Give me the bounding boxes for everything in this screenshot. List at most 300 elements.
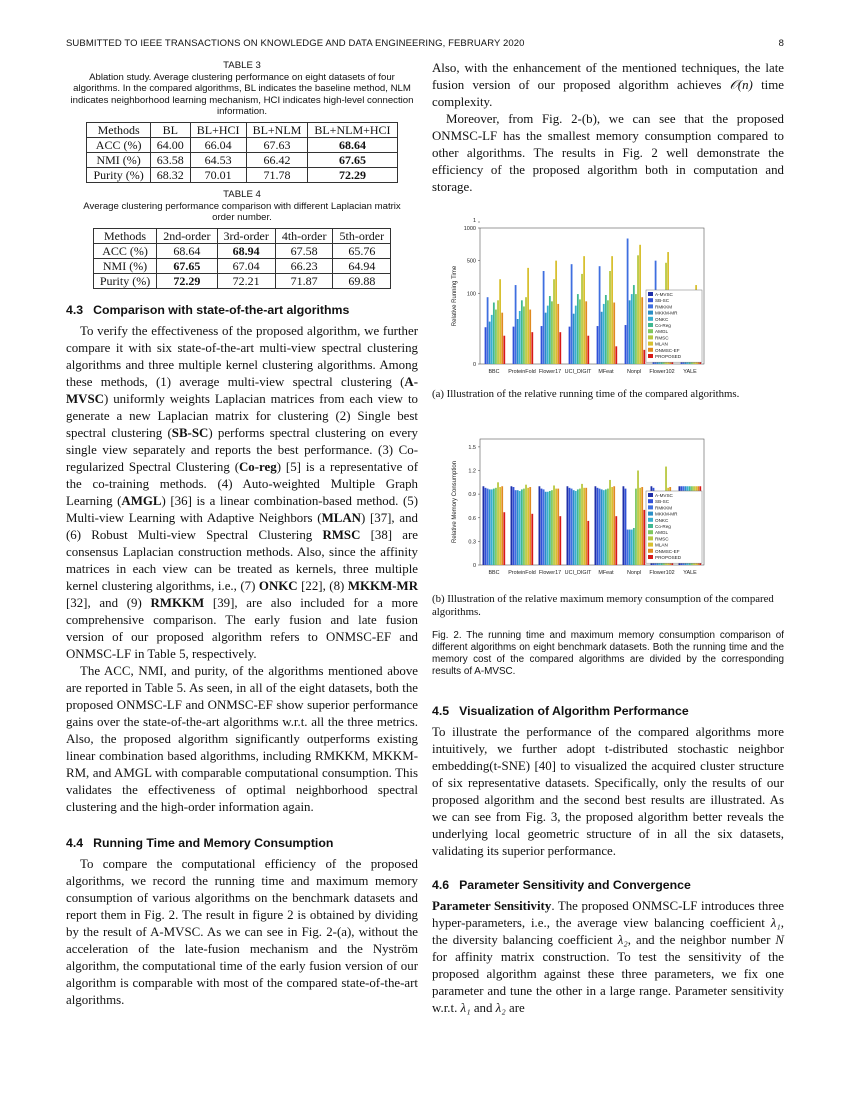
bar bbox=[639, 245, 641, 364]
text-run: , and the neighbor number bbox=[627, 933, 776, 948]
bar bbox=[555, 488, 557, 564]
y-tick-label: 0 bbox=[472, 362, 476, 368]
table-cell: Purity (%) bbox=[87, 167, 150, 182]
text-run: are bbox=[505, 1001, 525, 1016]
bar bbox=[555, 261, 557, 364]
legend-label: MKKM-MR bbox=[655, 310, 678, 316]
x-tick-label: Nonpl bbox=[626, 569, 642, 576]
table-header-cell: BL+HCI bbox=[190, 122, 246, 137]
section-heading-4-4 bbox=[66, 836, 418, 850]
x-tick-label: YALE bbox=[683, 569, 697, 576]
bar bbox=[489, 322, 491, 364]
bar bbox=[543, 271, 545, 364]
section-title: Parameter Sensitivity and Convergence bbox=[459, 878, 691, 893]
fig2b-caption: (b) Illustration of the relative maximum memory consumption of the compared algorithms. bbox=[432, 592, 774, 618]
bar bbox=[489, 489, 491, 565]
bold-term: A-MVSC bbox=[66, 374, 418, 406]
legend-label: AMGL bbox=[655, 529, 669, 535]
legend-label: RMSC bbox=[655, 335, 669, 341]
table-header-row bbox=[87, 122, 397, 137]
bar bbox=[559, 516, 561, 565]
legend-label: ONKC bbox=[655, 316, 669, 322]
bar bbox=[639, 488, 641, 565]
memory-chart bbox=[432, 433, 784, 583]
x-tick-label: Flower17 bbox=[538, 569, 562, 576]
bar bbox=[625, 488, 627, 564]
paragraph bbox=[432, 898, 784, 1017]
table-row bbox=[93, 243, 390, 258]
y-tick-label: 1000 bbox=[463, 226, 476, 232]
bar bbox=[493, 488, 495, 564]
table-header-cell: 4th-order bbox=[275, 228, 333, 243]
x-tick-label: YALE bbox=[683, 369, 697, 375]
bar bbox=[637, 470, 639, 565]
bar bbox=[613, 303, 615, 364]
x-tick-label: Flower17 bbox=[538, 369, 562, 375]
table-cell: 65.76 bbox=[333, 243, 391, 258]
table-row bbox=[93, 273, 390, 288]
paragraph: Moreover, from Fig. 2-(b), we can see that the proposed ONMSC-LF has the smallest memory consumption compared to other algorithms. The results in Fig. 2 well demonstrate the efficiency of the proposed algorithm both in computation and storage. bbox=[432, 112, 784, 194]
bar bbox=[623, 486, 625, 565]
text-run: time complexity. bbox=[432, 78, 784, 109]
legend-swatch bbox=[648, 323, 653, 327]
legend-swatch bbox=[648, 536, 653, 540]
bar bbox=[633, 528, 635, 565]
bar bbox=[497, 300, 499, 364]
bar bbox=[493, 303, 495, 364]
table4 bbox=[93, 228, 391, 289]
bold-term: MKKM-MR bbox=[347, 578, 419, 593]
text-run: . The proposed ONMSC-LF introduces three hyper-parameters, i.e., the average view balancing coefficient bbox=[432, 899, 785, 931]
bar bbox=[611, 487, 613, 565]
bar bbox=[635, 488, 637, 564]
bar bbox=[605, 295, 607, 364]
legend-label: RMKKM bbox=[655, 304, 673, 310]
bar bbox=[567, 486, 569, 565]
bar bbox=[603, 304, 605, 364]
bar bbox=[607, 300, 609, 364]
text-run: ) performs spectral clustering on every single view separately and reports the best performance. (3) Co-regularized Spectral Clustering ( bbox=[66, 425, 418, 474]
bar bbox=[523, 306, 525, 364]
bar bbox=[545, 492, 547, 565]
table-cell-best: 68.64 bbox=[308, 137, 397, 152]
y-tick-label: 1.2 bbox=[468, 468, 476, 475]
legend-swatch bbox=[648, 292, 653, 296]
y-axis-label: Relative Memory Consumption bbox=[452, 460, 458, 543]
bar bbox=[551, 301, 553, 364]
bar bbox=[487, 297, 489, 364]
section-number: 4.3 bbox=[66, 302, 84, 317]
table-header-cell: BL+NLM bbox=[246, 122, 308, 137]
bar bbox=[547, 306, 549, 364]
legend-label: MKKM-MR bbox=[655, 511, 678, 517]
legend-label: AMGL bbox=[655, 329, 669, 335]
legend-swatch bbox=[648, 542, 653, 546]
text-run: ) [36] is a linear combination-based method. (5) Multi-view Learning with Adaptive Neighbors ( bbox=[66, 493, 418, 525]
bar bbox=[585, 301, 587, 364]
legend-swatch bbox=[648, 505, 653, 509]
bar bbox=[529, 487, 531, 565]
y-tick-label: 500 bbox=[466, 258, 476, 265]
bar bbox=[575, 306, 577, 364]
header-title: SUBMITTED TO IEEE TRANSACTIONS ON KNOWLEDGE AND DATA ENGINEERING, FEBRUARY 2020 bbox=[66, 38, 525, 49]
bar bbox=[611, 256, 613, 364]
table3-label: TABLE 3 bbox=[223, 60, 261, 71]
legend-swatch bbox=[648, 493, 653, 497]
text-run: ) [37], and (6) Robust Multi-view Spectral Clustering bbox=[66, 510, 418, 542]
bar bbox=[615, 346, 617, 364]
y-axis-label: Relative Running Time bbox=[452, 265, 458, 327]
table-header-cell: 3rd-order bbox=[217, 228, 275, 243]
bar bbox=[597, 326, 599, 364]
bar bbox=[587, 336, 589, 364]
bar bbox=[629, 300, 631, 364]
legend-label: Co-Reg bbox=[655, 523, 671, 529]
bar bbox=[551, 490, 553, 565]
bar bbox=[627, 529, 629, 564]
bold-term: ONKC bbox=[258, 578, 298, 593]
table3 bbox=[86, 122, 397, 183]
table-header-cell: BL+NLM+HCI bbox=[308, 122, 397, 137]
bar bbox=[495, 310, 497, 364]
legend-swatch bbox=[648, 354, 653, 358]
y-tick-label: 100 bbox=[466, 291, 476, 298]
text-run: for affinity matrix construction. To test the sensitivity of the proposed algorithm against these three parameters, we fix one parameter and tune the other in a large range. Parameter sensitivity w.r.t. bbox=[432, 950, 784, 1016]
bar bbox=[573, 314, 575, 364]
bar bbox=[573, 490, 575, 565]
math-symbol: λ₂ bbox=[617, 933, 628, 948]
legend-label: ONMSC-EF bbox=[655, 347, 680, 353]
bar bbox=[559, 332, 561, 364]
table4-label: TABLE 4 bbox=[223, 188, 261, 200]
section-number: 4.6 bbox=[432, 878, 450, 893]
bar bbox=[613, 486, 615, 565]
table-header-cell: BL bbox=[150, 122, 190, 137]
table4-caption: Average clustering performance comparison with different Laplacian matrix order number. bbox=[83, 200, 401, 224]
bar bbox=[485, 488, 487, 565]
bar bbox=[541, 488, 543, 564]
table-cell: 71.87 bbox=[275, 273, 333, 288]
table-cell: 64.94 bbox=[333, 258, 391, 273]
math-expression: 𝒪(n) bbox=[729, 78, 753, 92]
legend-label: SB-SC bbox=[655, 498, 670, 504]
bar bbox=[547, 492, 549, 565]
legend-swatch bbox=[648, 499, 653, 503]
text-run: To verify the effectiveness of the proposed algorithm, we further compare it with six state-of-the-art multi-view spectral clustering algorithms and three multiple kernel clustering algorithms. Among these methods, (1) average multi-view spectral clustering ( bbox=[66, 323, 418, 389]
legend-swatch bbox=[648, 555, 653, 559]
bar bbox=[599, 488, 601, 564]
legend-swatch bbox=[648, 511, 653, 515]
legend-swatch bbox=[648, 329, 653, 333]
bar bbox=[513, 327, 515, 364]
text-run: ) [5] is a representative of the co-training methods. (4) Auto-weighted Multiple Graph Learning ( bbox=[66, 459, 418, 508]
section-title: Visualization of Algorithm Performance bbox=[459, 704, 689, 719]
bar bbox=[633, 285, 635, 364]
legend-label: A-MVSC bbox=[655, 292, 673, 297]
bar bbox=[579, 488, 581, 564]
section-number: 4.4 bbox=[66, 835, 84, 850]
table-cell: ACC (%) bbox=[93, 243, 156, 258]
bar bbox=[525, 484, 527, 564]
table-cell: 64.00 bbox=[150, 137, 190, 152]
bar bbox=[491, 315, 493, 364]
bold-term: RMKKM bbox=[150, 595, 205, 610]
table-cell: 67.63 bbox=[246, 137, 308, 152]
x-tick-label: Flower102 bbox=[649, 569, 675, 576]
text-run: [38] are consensus Laplacian construction methods. Also, since the affinity matrices in each view can be treated as kernels, three multiple kernel clustering algorithms, i.e., (7) bbox=[66, 527, 418, 593]
legend-swatch bbox=[648, 530, 653, 534]
table-cell: 70.01 bbox=[190, 167, 246, 182]
math-symbol: N bbox=[775, 933, 784, 948]
bar bbox=[545, 313, 547, 364]
bar bbox=[521, 489, 523, 565]
bold-term: RMSC bbox=[322, 527, 361, 542]
x-tick-label: Flower102 bbox=[649, 369, 675, 375]
bar bbox=[501, 486, 503, 565]
legend-swatch bbox=[648, 317, 653, 321]
bar bbox=[499, 487, 501, 565]
legend-label: RMKKM bbox=[655, 505, 673, 511]
bar bbox=[503, 336, 505, 364]
bar bbox=[605, 489, 607, 565]
bar bbox=[543, 489, 545, 565]
bar bbox=[515, 285, 517, 364]
section-number: 4.5 bbox=[432, 704, 450, 719]
table-cell: 72.21 bbox=[217, 273, 275, 288]
x-tick-label: ProteinFold bbox=[508, 569, 536, 576]
table-cell: 64.53 bbox=[190, 152, 246, 167]
bar bbox=[487, 488, 489, 564]
table-cell: ACC (%) bbox=[87, 137, 150, 152]
table-row bbox=[87, 167, 397, 182]
bar bbox=[495, 488, 497, 565]
bar bbox=[521, 300, 523, 364]
table-header-row bbox=[93, 228, 390, 243]
table-row bbox=[87, 152, 397, 167]
x-tick-label: UCI_DIGIT bbox=[564, 369, 592, 375]
y-tick-label: 0.9 bbox=[468, 491, 476, 498]
legend-swatch bbox=[648, 549, 653, 553]
table-cell: 66.42 bbox=[246, 152, 308, 167]
table-cell: 66.23 bbox=[275, 258, 333, 273]
bold-term: MLAN bbox=[321, 510, 361, 525]
text-run: ) uniformly weights Laplacian matrices from each view to generate a new Laplacian matrix for clustering (2) Single best spectral clustering ( bbox=[66, 391, 418, 440]
bold-term: Parameter Sensitivity bbox=[432, 899, 552, 914]
bar bbox=[581, 484, 583, 565]
fig2a-caption: (a) Illustration of the relative running time of the compared algorithms. bbox=[432, 388, 740, 400]
table-header-cell: 5th-order bbox=[333, 228, 391, 243]
bar bbox=[501, 313, 503, 364]
x-tick-label: UCI_DIGIT bbox=[564, 569, 592, 576]
section-heading-4-3 bbox=[66, 303, 418, 317]
table-cell: 68.64 bbox=[157, 243, 217, 258]
x-tick-label: BBC bbox=[488, 569, 500, 576]
bar bbox=[519, 311, 521, 364]
bar bbox=[609, 480, 611, 565]
table-cell-best: 67.65 bbox=[308, 152, 397, 167]
bar bbox=[557, 304, 559, 364]
table-header-cell: Methods bbox=[93, 228, 156, 243]
table-header-cell: 2nd-order bbox=[157, 228, 217, 243]
table-cell: 68.32 bbox=[150, 167, 190, 182]
legend-label: A-MVSC bbox=[655, 492, 673, 498]
section-heading-4-6 bbox=[432, 878, 784, 892]
bar bbox=[583, 488, 585, 565]
legend-swatch bbox=[648, 335, 653, 339]
bar bbox=[571, 264, 573, 364]
bar bbox=[643, 510, 645, 565]
bold-term: SB-SC bbox=[171, 425, 209, 440]
bar bbox=[615, 516, 617, 565]
bar bbox=[539, 486, 541, 565]
bar bbox=[517, 319, 519, 364]
bar bbox=[587, 521, 589, 565]
bar bbox=[631, 529, 633, 564]
table-cell: 67.04 bbox=[217, 258, 275, 273]
running-header bbox=[66, 38, 784, 49]
table-cell: 69.88 bbox=[333, 273, 391, 288]
bar bbox=[609, 271, 611, 364]
legend-label: PROPOSED bbox=[655, 354, 682, 359]
x-tick-label: ProteinFold bbox=[508, 369, 536, 375]
bar bbox=[513, 487, 515, 565]
bar bbox=[603, 490, 605, 565]
section-title: Running Time and Memory Consumption bbox=[93, 835, 334, 850]
bar bbox=[579, 299, 581, 364]
bar bbox=[595, 486, 597, 565]
table-cell-best: 68.94 bbox=[217, 243, 275, 258]
legend-swatch bbox=[648, 304, 653, 308]
bar bbox=[607, 488, 609, 564]
bar bbox=[485, 327, 487, 364]
bar bbox=[497, 482, 499, 565]
bar bbox=[531, 514, 533, 565]
paragraph: To illustrate the performance of the compared algorithms more intuitively, we further adopt t-distributed stochastic neighbor embedding(t-SNE) [40] to visualized the acquired cluster structure of six representative datasets. Specifically, only the results of our proposed algorithm and the second best results are illustrated. As we can see from Fig. 3, the proposed algorithm better reveals the underlying local geometric structure of in all the six datasets, validating its superior performance. bbox=[432, 725, 784, 859]
fig2-caption: Fig. 2. The running time and maximum memory consumption comparison of different algorithms on eight benchmark datasets. Both the running time and the memory cost of the compared algorithms are divided by the corresponding results of A-MVSC. bbox=[432, 630, 784, 678]
bar bbox=[527, 488, 529, 565]
bar bbox=[631, 294, 633, 364]
bar bbox=[643, 350, 645, 364]
section-heading-4-5 bbox=[432, 704, 784, 718]
bar bbox=[499, 279, 501, 364]
legend-swatch bbox=[648, 298, 653, 302]
math-symbol: λ₁ bbox=[770, 916, 781, 931]
bar bbox=[627, 239, 629, 364]
bar bbox=[581, 274, 583, 364]
bar bbox=[577, 294, 579, 364]
bar bbox=[569, 327, 571, 364]
bar bbox=[525, 297, 527, 364]
right-column bbox=[432, 60, 784, 1017]
legend-swatch bbox=[648, 518, 653, 522]
bar bbox=[601, 489, 603, 565]
legend-label: SB-SC bbox=[655, 298, 670, 304]
bar bbox=[515, 490, 517, 565]
y-tick-label: 1.5 bbox=[468, 444, 476, 451]
text-run: [22], (8) bbox=[297, 578, 348, 593]
bar bbox=[531, 332, 533, 364]
legend-label: RMSC bbox=[655, 536, 669, 542]
x-tick-label: MFeat bbox=[598, 369, 614, 375]
bar bbox=[527, 268, 529, 364]
table-cell: 71.78 bbox=[246, 167, 308, 182]
bar bbox=[519, 491, 521, 565]
table-cell: 66.04 bbox=[190, 137, 246, 152]
y-tick-label: 1 bbox=[472, 218, 476, 224]
math-symbol: λ₂ bbox=[495, 1001, 506, 1016]
bar bbox=[571, 488, 573, 564]
text-run: Also, with the enhancement of the mentioned techniques, the late fusion version of our proposed algorithm achieves bbox=[432, 61, 784, 92]
left-column bbox=[66, 60, 418, 1009]
y-tick-label: 0.6 bbox=[468, 515, 476, 522]
section-title: Comparison with state-of-the-art algorithms bbox=[93, 302, 350, 317]
table-cell: NMI (%) bbox=[93, 258, 156, 273]
math-symbol: λ₁ bbox=[460, 1001, 471, 1016]
text-run: [32], and (9) bbox=[66, 595, 151, 610]
bar bbox=[637, 255, 639, 364]
bar bbox=[575, 491, 577, 565]
bar bbox=[511, 486, 513, 565]
legend-label: MLAN bbox=[655, 542, 668, 548]
bold-term: Co-reg bbox=[238, 459, 277, 474]
table-cell: 67.58 bbox=[275, 243, 333, 258]
table-cell-best: 72.29 bbox=[308, 167, 397, 182]
legend-label: Co-Reg bbox=[655, 323, 671, 328]
page-number: 8 bbox=[778, 38, 784, 49]
x-tick-label: Nonpl bbox=[626, 369, 642, 375]
table-cell: 63.58 bbox=[150, 152, 190, 167]
bar bbox=[601, 312, 603, 364]
legend-swatch bbox=[648, 311, 653, 315]
bar bbox=[641, 487, 643, 565]
table-cell: Purity (%) bbox=[93, 273, 156, 288]
legend-label: PROPOSED bbox=[655, 554, 682, 560]
legend-label: ONKC bbox=[655, 517, 669, 523]
bold-term: AMGL bbox=[121, 493, 162, 508]
table-cell-best: 72.29 bbox=[157, 273, 217, 288]
bar bbox=[491, 489, 493, 565]
bar bbox=[569, 488, 571, 565]
x-tick-label: MFeat bbox=[598, 569, 614, 576]
legend-label: MLAN bbox=[655, 341, 668, 347]
bar bbox=[549, 296, 551, 364]
x-tick-label: BBC bbox=[488, 369, 500, 375]
legend-label: ONMSC-EF bbox=[655, 548, 680, 554]
bar bbox=[523, 488, 525, 564]
bar bbox=[557, 488, 559, 564]
bar bbox=[635, 294, 637, 364]
table-row bbox=[93, 258, 390, 273]
bar bbox=[629, 529, 631, 564]
bar bbox=[625, 325, 627, 364]
bar bbox=[549, 491, 551, 565]
bar bbox=[597, 488, 599, 565]
table-row bbox=[87, 137, 397, 152]
bar bbox=[599, 266, 601, 364]
bar bbox=[529, 310, 531, 364]
y-tick-label: 0.3 bbox=[468, 539, 476, 546]
text-run: and bbox=[470, 1001, 496, 1016]
text-run: [39], are also included for a more comprehensive comparison. The early fusion and late fusion version of our proposed algorithm refers to ONMSC-EF and ONMSC-LF in Table 5, respectively. bbox=[66, 595, 418, 661]
y-tick-label: 0 bbox=[472, 562, 476, 569]
bar bbox=[541, 326, 543, 364]
bar bbox=[585, 488, 587, 565]
paragraph bbox=[432, 60, 784, 111]
paragraph: To compare the computational efficiency of the proposed algorithms, we record the running time and maximum memory consumption of various algorithms on the benchmark datasets and report them in Fig. 2. The result in figure 2 is obtained by dividing by the result of A-MVSC. As we can see in Fig. 2-(a), without the acceleration of the late-fusion mechanism and the Nyström algorithm, the computational time of the early fusion version of our algorithm is comparable with most of the compared state-of-the-art algorithms. bbox=[66, 856, 418, 1007]
table-cell-best: 67.65 bbox=[157, 258, 217, 273]
bar bbox=[553, 279, 555, 364]
table-cell: NMI (%) bbox=[87, 152, 150, 167]
